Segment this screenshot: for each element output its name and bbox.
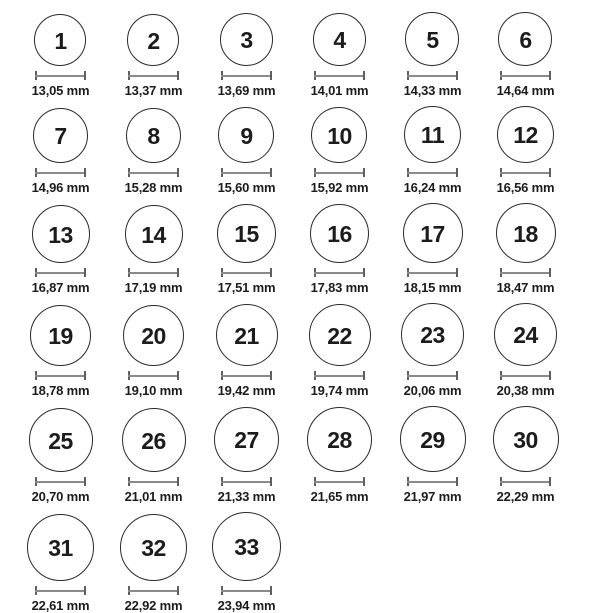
ruler-line <box>314 272 365 274</box>
diameter-label: 19,42 mm <box>217 383 276 398</box>
ruler-line <box>128 375 179 377</box>
diameter-label: 19,74 mm <box>310 383 369 398</box>
ruler-line <box>221 272 272 274</box>
ring-circle <box>496 203 556 263</box>
ring-size-number: 10 <box>327 122 352 149</box>
ruler-tick-right-icon <box>549 168 551 177</box>
ring-size-cell <box>125 14 183 98</box>
diameter-label: 17,83 mm <box>310 280 369 295</box>
ring-size-cell <box>125 205 183 295</box>
diameter-ruler <box>407 371 458 380</box>
ruler-line <box>35 172 86 174</box>
ring-circle <box>404 106 461 163</box>
diameter-label: 21,97 mm <box>403 489 462 504</box>
diameter-label: 19,10 mm <box>124 383 183 398</box>
ring-size-cell <box>404 12 462 98</box>
diameter-label: 20,06 mm <box>403 383 462 398</box>
ruler-line <box>500 272 551 274</box>
diameter-label: 17,19 mm <box>124 280 183 295</box>
ring-size-number: 21 <box>234 322 259 349</box>
ring-circle <box>405 12 459 66</box>
ruler-tick-right-icon <box>456 168 458 177</box>
diameter-ruler <box>407 168 458 177</box>
ruler-line <box>407 481 458 483</box>
ring-size-number: 19 <box>48 323 73 349</box>
ruler-line <box>500 172 551 174</box>
ruler-tick-right-icon <box>456 268 458 277</box>
ring-size-number: 28 <box>327 427 352 453</box>
ring-size-cell <box>404 106 462 195</box>
ruler-tick-right-icon <box>549 268 551 277</box>
diameter-label: 21,33 mm <box>217 489 276 504</box>
diameter-label: 15,92 mm <box>310 180 369 195</box>
ruler-line <box>314 481 365 483</box>
ring-size-number: 22 <box>327 322 352 349</box>
diameter-ruler <box>314 371 365 380</box>
diameter-ruler <box>500 71 551 80</box>
ring-size-number: 2 <box>147 27 160 54</box>
ring-size-number: 14 <box>141 221 166 248</box>
ruler-line <box>314 375 365 377</box>
ring-size-number: 5 <box>426 26 439 53</box>
ruler-tick-right-icon <box>177 71 179 80</box>
ring-size-cell <box>122 408 186 504</box>
diameter-label: 15,60 mm <box>217 180 276 195</box>
ruler-tick-right-icon <box>363 268 365 277</box>
ring-size-cell <box>218 13 276 98</box>
ring-circle <box>32 205 90 263</box>
ring-size-number: 20 <box>141 323 166 349</box>
ring-size-cell <box>310 204 369 295</box>
ruler-line <box>128 590 179 592</box>
ring-circle <box>497 106 554 163</box>
ring-size-cell <box>216 304 278 398</box>
ruler-line <box>128 272 179 274</box>
diameter-ruler <box>221 168 272 177</box>
ruler-line <box>314 75 365 77</box>
ruler-line <box>500 375 551 377</box>
diameter-ruler <box>221 477 272 486</box>
ring-circle <box>310 204 369 263</box>
diameter-label: 16,56 mm <box>496 180 555 195</box>
ring-circle <box>401 303 464 366</box>
ring-size-number: 26 <box>141 427 166 454</box>
diameter-label: 14,96 mm <box>31 180 90 195</box>
diameter-ruler <box>128 168 179 177</box>
ring-circle <box>212 512 281 581</box>
ring-size-cell <box>32 205 90 295</box>
ruler-line <box>407 272 458 274</box>
diameter-label: 13,69 mm <box>217 83 276 98</box>
ring-circle <box>123 305 184 366</box>
ruler-line <box>128 172 179 174</box>
ruler-tick-right-icon <box>363 71 365 80</box>
ring-circle <box>122 408 186 472</box>
diameter-ruler <box>500 268 551 277</box>
ring-size-number: 24 <box>513 322 538 348</box>
diameter-ruler <box>35 586 86 595</box>
ruler-tick-right-icon <box>84 168 86 177</box>
ring-circle <box>307 407 372 472</box>
diameter-ruler <box>35 477 86 486</box>
ring-size-number: 6 <box>519 26 532 53</box>
ring-circle <box>493 406 559 472</box>
ruler-tick-right-icon <box>177 477 179 486</box>
ring-size-number: 25 <box>48 427 73 454</box>
diameter-ruler <box>407 477 458 486</box>
ruler-tick-right-icon <box>363 168 365 177</box>
ring-circle <box>125 205 183 263</box>
ring-size-number: 15 <box>234 221 259 247</box>
ring-size-cell <box>123 305 184 398</box>
diameter-ruler <box>314 268 365 277</box>
diameter-label: 18,47 mm <box>496 280 555 295</box>
ring-size-number: 12 <box>513 122 538 148</box>
ruler-tick-right-icon <box>456 371 458 380</box>
ring-circle <box>30 305 91 366</box>
ring-size-cell <box>217 204 276 295</box>
diameter-ruler <box>314 477 365 486</box>
ruler-line <box>407 375 458 377</box>
diameter-ruler <box>500 477 551 486</box>
diameter-ruler <box>221 371 272 380</box>
diameter-label: 13,37 mm <box>124 83 183 98</box>
ruler-line <box>407 172 458 174</box>
ring-circle <box>126 108 181 163</box>
ring-size-number: 8 <box>147 123 160 149</box>
ruler-line <box>221 590 272 592</box>
ring-circle <box>214 407 279 472</box>
ruler-tick-right-icon <box>549 71 551 80</box>
ring-size-cell <box>400 406 466 504</box>
diameter-label: 20,70 mm <box>31 489 90 504</box>
ruler-tick-right-icon <box>270 477 272 486</box>
ruler-line <box>221 172 272 174</box>
diameter-ruler <box>35 268 86 277</box>
ruler-tick-right-icon <box>270 168 272 177</box>
diameter-ruler <box>221 586 272 595</box>
ring-size-number: 18 <box>513 220 538 247</box>
diameter-label: 16,24 mm <box>403 180 462 195</box>
ruler-line <box>221 481 272 483</box>
ruler-tick-right-icon <box>549 371 551 380</box>
ring-size-number: 11 <box>420 122 445 148</box>
ring-circle <box>494 303 557 366</box>
ruler-line <box>128 75 179 77</box>
ring-size-number: 7 <box>54 123 67 149</box>
ring-size-cell <box>497 106 555 195</box>
ruler-line <box>128 481 179 483</box>
ruler-tick-right-icon <box>456 71 458 80</box>
ruler-tick-right-icon <box>84 371 86 380</box>
ruler-line <box>500 481 551 483</box>
ruler-tick-right-icon <box>177 586 179 595</box>
diameter-ruler <box>407 268 458 277</box>
diameter-label: 22,61 mm <box>31 598 90 613</box>
diameter-ruler <box>35 371 86 380</box>
diameter-label: 14,33 mm <box>403 83 462 98</box>
ruler-line <box>407 75 458 77</box>
ruler-tick-right-icon <box>84 586 86 595</box>
diameter-ruler <box>128 586 179 595</box>
ring-circle <box>403 203 463 263</box>
ring-size-number: 4 <box>333 27 346 53</box>
diameter-label: 16,87 mm <box>31 280 90 295</box>
ring-circle <box>400 406 466 472</box>
diameter-ruler <box>221 71 272 80</box>
ruler-tick-right-icon <box>363 371 365 380</box>
diameter-ruler <box>500 371 551 380</box>
ring-size-cell <box>32 14 90 98</box>
ring-size-cell <box>311 13 369 98</box>
ring-circle <box>29 408 93 472</box>
ring-size-cell <box>120 514 187 613</box>
ring-size-number: 27 <box>234 427 259 453</box>
diameter-label: 23,94 mm <box>217 598 276 613</box>
ring-size-number: 33 <box>234 534 259 560</box>
ruler-tick-right-icon <box>549 477 551 486</box>
diameter-ruler <box>128 477 179 486</box>
ring-size-cell <box>403 203 463 295</box>
ruler-tick-right-icon <box>177 168 179 177</box>
diameter-ruler <box>314 168 365 177</box>
ruler-tick-right-icon <box>270 371 272 380</box>
ring-size-number: 17 <box>420 220 445 247</box>
ruler-line <box>221 75 272 77</box>
ring-size-number: 31 <box>48 535 73 561</box>
ruler-line <box>35 590 86 592</box>
ring-size-cell <box>218 107 276 195</box>
diameter-label: 13,05 mm <box>31 83 90 98</box>
diameter-ruler <box>221 268 272 277</box>
ruler-line <box>500 75 551 77</box>
ring-circle <box>311 107 367 163</box>
diameter-label: 18,15 mm <box>403 280 462 295</box>
diameter-label: 22,29 mm <box>496 489 555 504</box>
ring-size-number: 29 <box>420 426 445 453</box>
ruler-line <box>35 375 86 377</box>
ring-size-cell <box>27 514 94 613</box>
diameter-ruler <box>35 71 86 80</box>
ring-circle <box>220 13 273 66</box>
ruler-line <box>221 375 272 377</box>
ring-size-number: 30 <box>513 426 538 453</box>
ring-size-cell <box>493 406 559 504</box>
ruler-tick-right-icon <box>177 268 179 277</box>
ring-size-number: 32 <box>141 535 166 561</box>
ring-size-cell <box>214 407 279 504</box>
ruler-tick-right-icon <box>84 268 86 277</box>
ring-size-number: 16 <box>327 221 352 247</box>
diameter-label: 15,28 mm <box>124 180 183 195</box>
diameter-label: 18,78 mm <box>31 383 90 398</box>
ring-size-cell <box>497 12 555 98</box>
ruler-line <box>35 272 86 274</box>
ring-circle <box>33 108 88 163</box>
ruler-line <box>314 172 365 174</box>
ruler-tick-right-icon <box>270 71 272 80</box>
ring-size-cell <box>307 407 372 504</box>
diameter-label: 17,51 mm <box>217 280 276 295</box>
ruler-tick-right-icon <box>270 586 272 595</box>
ring-size-number: 3 <box>240 27 253 53</box>
ruler-tick-right-icon <box>456 477 458 486</box>
ring-circle <box>27 514 94 581</box>
ring-size-number: 1 <box>54 27 67 54</box>
diameter-ruler <box>500 168 551 177</box>
diameter-label: 22,92 mm <box>124 598 183 613</box>
ring-circle <box>216 304 278 366</box>
diameter-label: 14,01 mm <box>310 83 369 98</box>
ring-circle <box>313 13 366 66</box>
ruler-line <box>35 481 86 483</box>
ruler-tick-right-icon <box>84 477 86 486</box>
diameter-label: 14,64 mm <box>496 83 555 98</box>
diameter-ruler <box>314 71 365 80</box>
diameter-ruler <box>35 168 86 177</box>
ring-size-cell <box>309 304 371 398</box>
ring-size-cell <box>30 305 91 398</box>
ring-size-cell <box>32 108 90 195</box>
diameter-ruler <box>128 268 179 277</box>
ring-circle <box>498 12 552 66</box>
ring-size-cell <box>125 108 183 195</box>
ruler-line <box>35 75 86 77</box>
ring-size-number: 9 <box>240 122 253 149</box>
ring-size-number: 23 <box>420 322 445 348</box>
ring-size-cell <box>212 512 281 613</box>
ring-circle <box>127 14 179 66</box>
ring-size-cell <box>496 203 556 295</box>
diameter-ruler <box>128 371 179 380</box>
diameter-label: 20,38 mm <box>496 383 555 398</box>
ring-circle <box>217 204 276 263</box>
ruler-tick-right-icon <box>363 477 365 486</box>
ring-circle <box>120 514 187 581</box>
ring-circle <box>218 107 274 163</box>
ruler-tick-right-icon <box>84 71 86 80</box>
ruler-tick-right-icon <box>177 371 179 380</box>
ring-circle <box>309 304 371 366</box>
diameter-ruler <box>407 71 458 80</box>
ring-size-number: 13 <box>48 221 73 248</box>
diameter-ruler <box>128 71 179 80</box>
ring-size-cell <box>29 408 93 504</box>
ring-size-cell <box>401 303 464 398</box>
ring-size-cell <box>311 107 369 195</box>
ring-size-cell <box>494 303 557 398</box>
diameter-label: 21,01 mm <box>124 489 183 504</box>
ruler-tick-right-icon <box>270 268 272 277</box>
diameter-label: 21,65 mm <box>310 489 369 504</box>
ring-circle <box>34 14 86 66</box>
